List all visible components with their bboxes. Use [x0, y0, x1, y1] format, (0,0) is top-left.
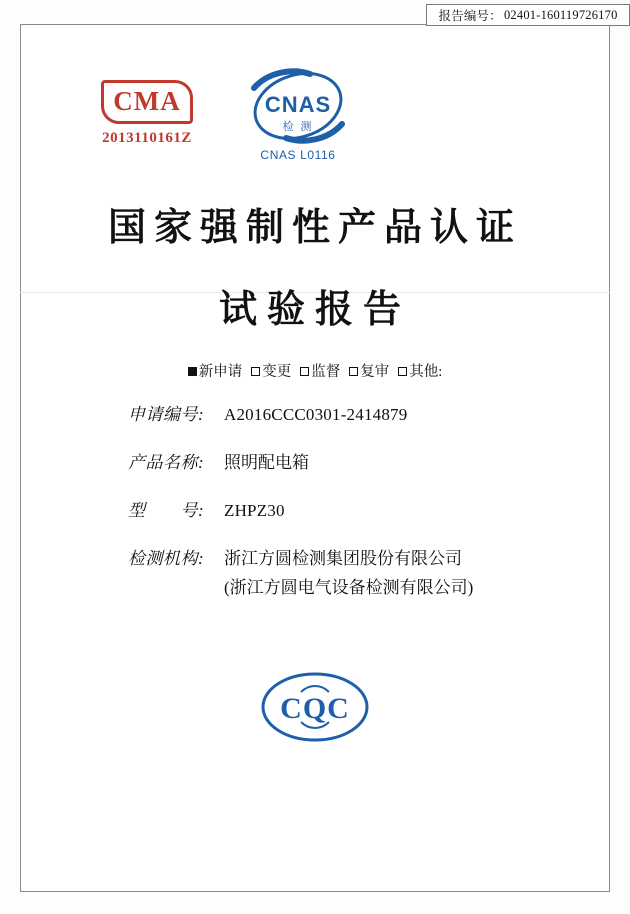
checkbox-label-change: 变更	[262, 364, 292, 380]
field-label-application-no: 申请编号:	[128, 405, 205, 424]
cqc-logo-icon	[255, 662, 375, 752]
svg-text:CNAS: CNAS	[264, 92, 332, 117]
document-subtitle: 试验报告	[218, 289, 411, 331]
field-value-product-name: 照明配电箱	[224, 453, 309, 472]
checkbox-other-icon[interactable]	[398, 367, 407, 376]
field-label-testing-organization: 检测机构:	[128, 549, 205, 568]
checkbox-new-icon[interactable]	[188, 367, 197, 376]
report-number	[426, 4, 630, 26]
application-type-row	[0, 360, 630, 381]
checkbox-option-other[interactable]	[398, 364, 442, 380]
checkbox-label-review: 复审	[360, 364, 390, 380]
field-value-testing-organization-secondary: (浙江方圆电气设备检测有限公司)	[224, 578, 474, 597]
cma-mark	[88, 80, 206, 147]
checkbox-label-supervision: 监督	[311, 364, 341, 380]
cnas-code: CNAS L0116	[260, 148, 336, 162]
svg-text:检 测: 检 测	[282, 121, 314, 133]
field-value-testing-organization: 浙江方圆检测集团股份有限公司	[224, 549, 462, 568]
field-list	[0, 400, 630, 621]
field-value-application-no: A2016CCC0301-2414879	[224, 405, 408, 424]
field-application-no	[0, 400, 630, 425]
field-value-model: ZHPZ30	[224, 501, 285, 520]
cnas-mark	[218, 66, 378, 162]
certification-marks	[0, 66, 630, 176]
checkbox-review-icon[interactable]	[349, 367, 358, 376]
field-testing-organization	[0, 544, 630, 569]
cma-letters: CMA	[113, 86, 181, 116]
report-number-label: 报告编号：	[438, 9, 502, 23]
checkbox-option-new[interactable]	[188, 364, 243, 380]
field-label-product-name: 产品名称:	[128, 453, 205, 472]
checkbox-change-icon[interactable]	[251, 367, 260, 376]
field-testing-organization-secondary	[0, 573, 630, 598]
checkbox-label-other: 其他:	[409, 364, 443, 380]
checkbox-option-change[interactable]	[251, 364, 291, 380]
cma-code: 2013110161Z	[102, 130, 192, 146]
checkbox-option-supervision[interactable]	[300, 364, 340, 380]
checkbox-label-new: 新申请	[198, 364, 243, 380]
cma-badge-icon	[101, 80, 193, 124]
checkbox-option-review[interactable]	[349, 364, 389, 380]
field-model	[0, 496, 630, 521]
svg-text:CQC: CQC	[280, 692, 350, 725]
document-title: 国家强制性产品认证	[107, 207, 522, 249]
cnas-logo-icon	[218, 66, 378, 150]
report-number-value: 02401-160119726170	[503, 7, 618, 22]
field-product-name	[0, 448, 630, 473]
checkbox-supervision-icon[interactable]	[300, 367, 309, 376]
field-label-model: 型 号:	[128, 501, 205, 520]
